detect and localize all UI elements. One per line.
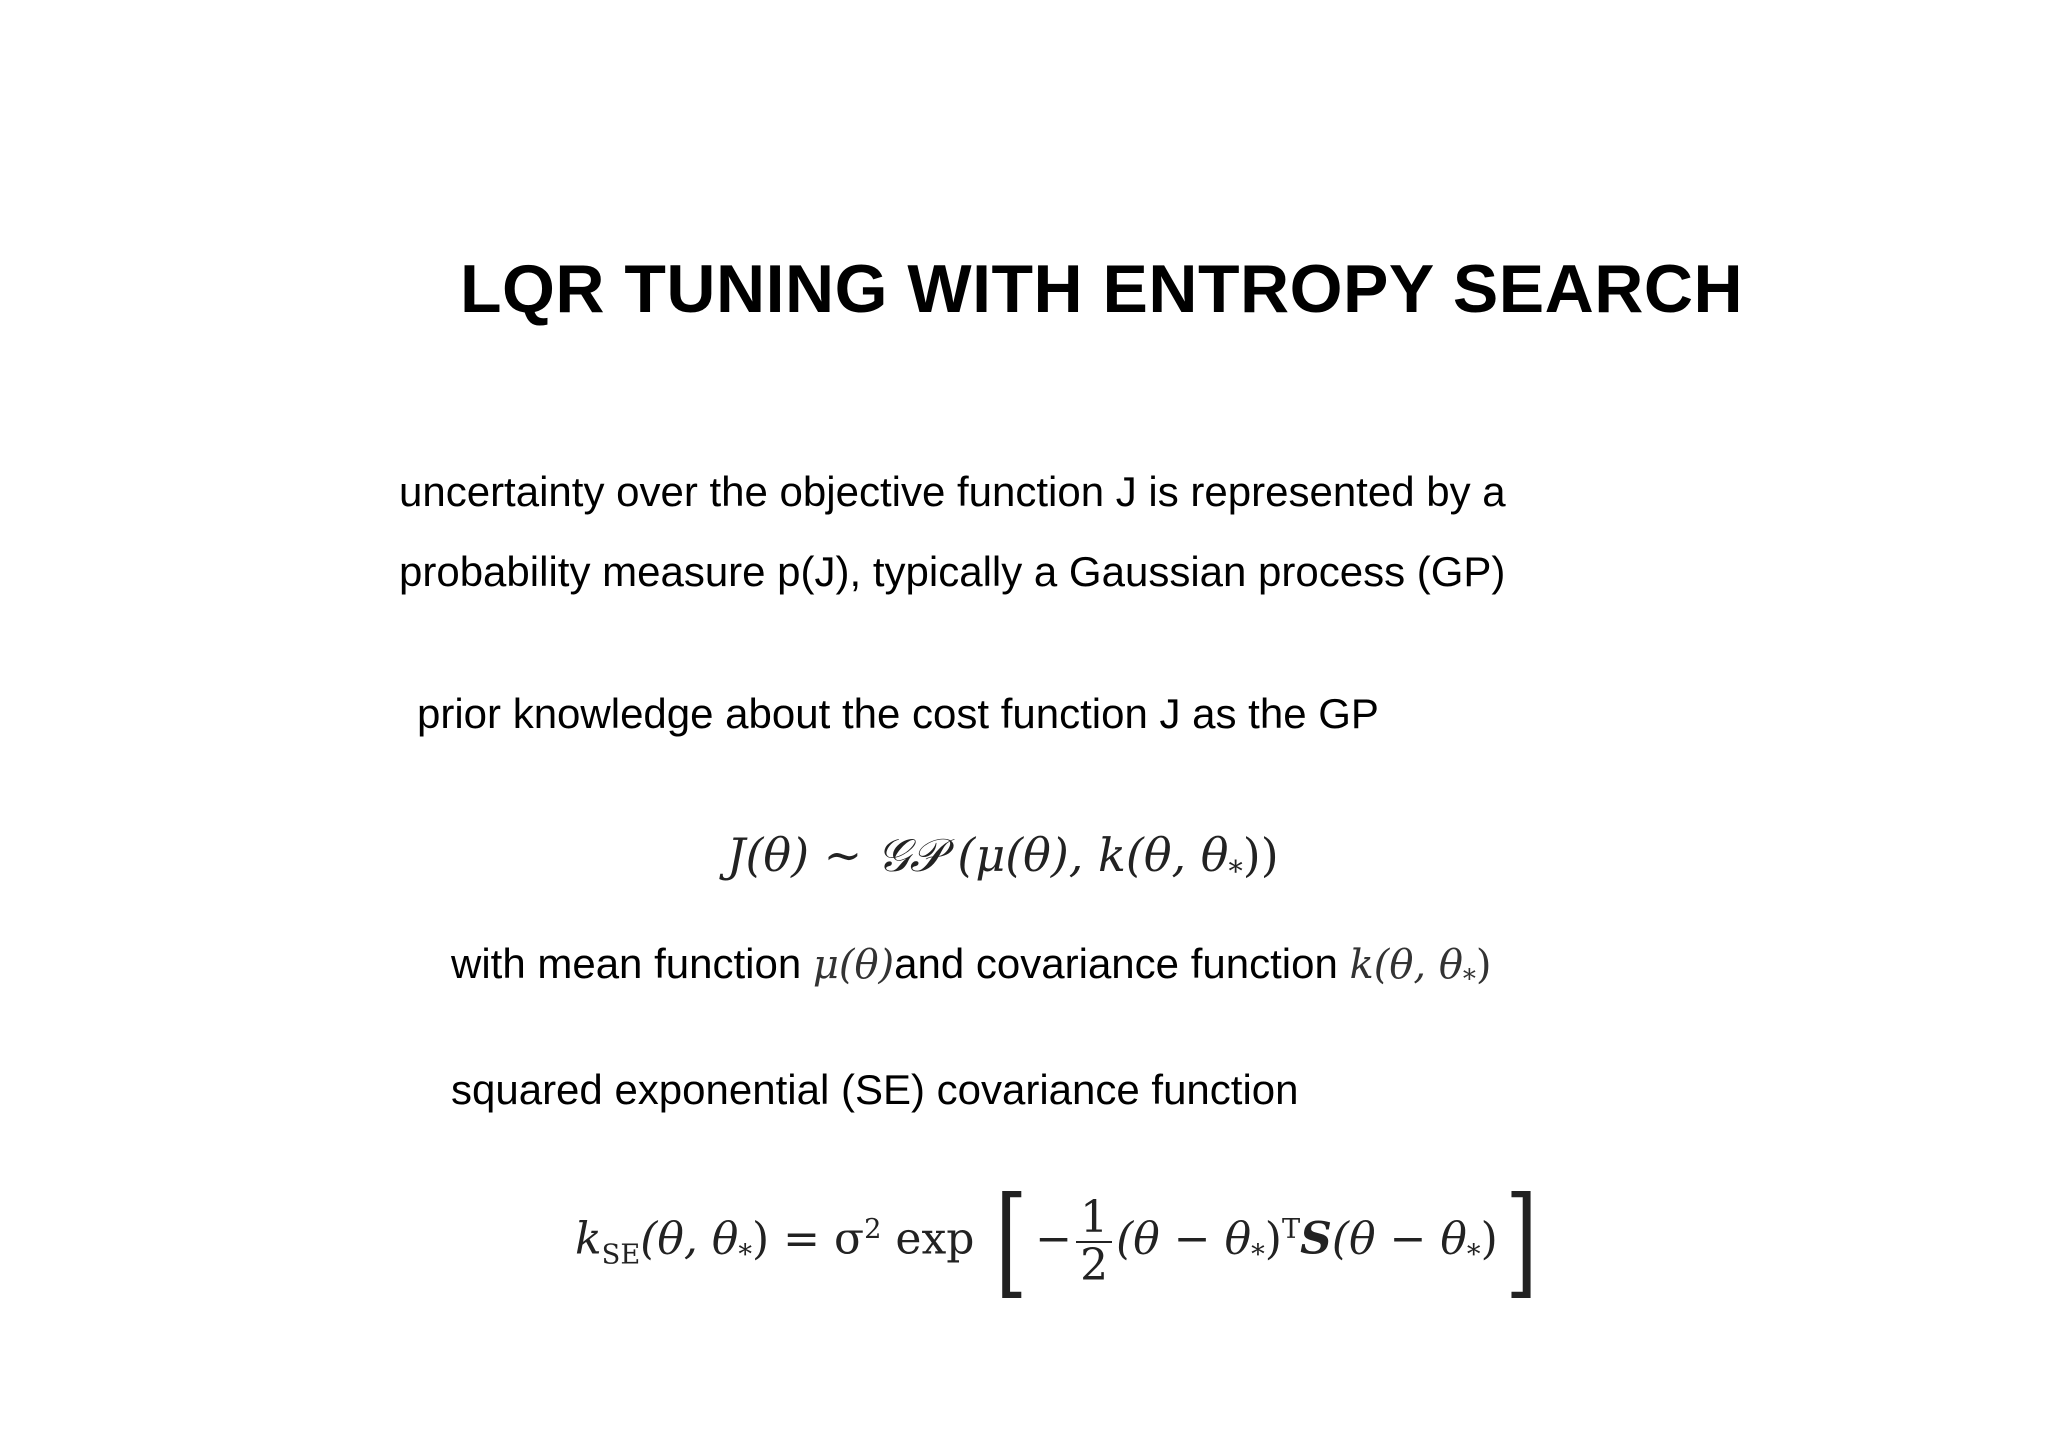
mean-cov-text-2: and covariance function [894,940,1350,987]
eq1-sub: * [1228,855,1243,889]
eq1-sim: ∼ [809,828,877,882]
prior-knowledge-text: prior knowledge about the cost function J as the GP [417,690,1379,737]
eq2-minus: − [1035,1213,1073,1265]
eq2-part1-close: ) [1264,1213,1282,1265]
eq2-args-sub: * [738,1239,753,1271]
cov-symbol-close: ) [1475,942,1492,988]
eq2-left-bracket: [ [995,1172,1029,1312]
intro-line-1: uncertainty over the objective function J is represented by a [399,468,1506,515]
eq2-transpose: T [1281,1214,1301,1245]
se-covariance-text: squared exponential (SE) covariance function [451,1066,1299,1113]
eq2-args: (θ, θ [640,1213,739,1265]
eq2-frac-den: 2 [1080,1240,1109,1292]
mean-symbol: μ(θ) [812,942,895,988]
eq2-args-close: ) = σ [752,1213,865,1265]
eq2-part2: (θ − θ [1331,1213,1467,1265]
slide-title: LQR TUNING WITH ENTROPY SEARCH [459,251,1744,327]
eq1-close: )) [1242,828,1279,882]
eq2-part2-close: ) [1480,1213,1498,1265]
cov-symbol-sub: * [1462,964,1476,995]
eq2-right-bracket: ] [1504,1172,1538,1312]
eq2-part1-sub: * [1251,1239,1265,1271]
mean-cov-text-1: with mean function [451,940,813,987]
intro-paragraph [399,452,1899,612]
eq2-sigma-sup: 2 [864,1214,882,1245]
eq1-lhs: J(θ) [727,828,810,882]
eq2-k-sub: SE [601,1239,641,1271]
eq2-exp: exp [881,1213,989,1265]
cov-symbol: k(θ, θ [1349,942,1463,988]
eq2-fraction [1076,1191,1112,1292]
mean-covariance-text [451,940,1492,994]
gp-prior-equation [727,828,1279,888]
eq2-part1: (θ − θ [1116,1213,1252,1265]
eq1-rhs: (μ(θ), k(θ, θ [942,828,1229,882]
eq2-S: S [1300,1213,1332,1265]
intro-line-2: probability measure p(J), typically a Gaussian process (GP) [399,548,1506,595]
eq2-k: k [575,1213,602,1265]
eq1-gp: 𝒢𝒫 [876,828,943,882]
eq2-part2-sub: * [1466,1239,1481,1271]
eq2-frac-num: 1 [1076,1195,1112,1243]
se-kernel-equation [575,1160,1545,1325]
